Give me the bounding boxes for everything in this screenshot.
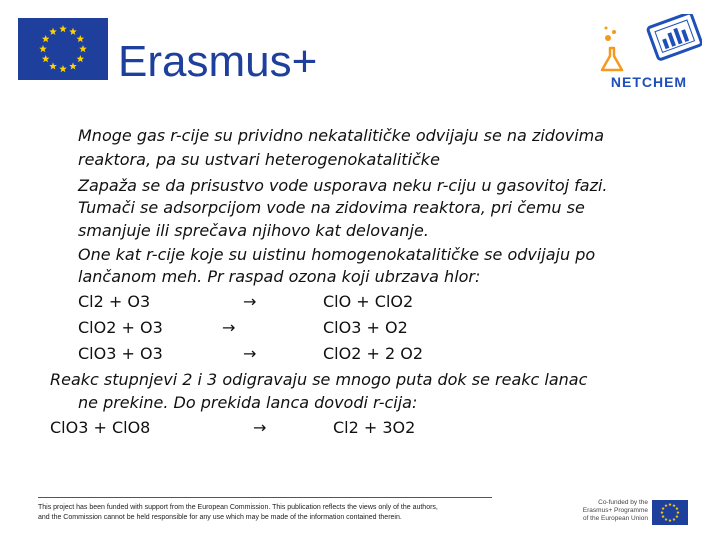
erasmus-plus-logo: Erasmus+ — [118, 37, 318, 86]
equation-right: Cl2 + 3O2 — [333, 418, 416, 437]
body-line: One kat r-cije koje su uistinu homogenokatalitičke se odvijaju po — [78, 245, 596, 264]
cofund-line: of the European Union — [582, 515, 648, 522]
eu-flag-small-icon — [652, 500, 688, 525]
disclaimer-line: and the Commission cannot be held responsible for any use which may be made of the information contained therein. — [38, 514, 402, 521]
eu-flag-icon — [18, 18, 108, 80]
equation-left: ClO3 + O3 — [78, 344, 163, 363]
equation-arrow: → — [243, 344, 257, 363]
equation-arrow: → — [253, 418, 267, 437]
body-line: Tumači se adsorpcijom vode na zidovima reaktora, pri čemu se — [78, 198, 585, 217]
equation-left: ClO3 + ClO8 — [50, 418, 151, 437]
equation-arrow: → — [243, 292, 257, 311]
body-line: Mnoge gas r-cije su prividno nekatalitičke odvijaju se na zidovima — [78, 126, 605, 145]
equation-right: ClO + ClO2 — [323, 292, 414, 311]
body-line: reaktora, pa su ustvari heterogenokatalitičke — [78, 150, 440, 169]
disclaimer-line: This project has been funded with support from the European Commission. This publication reflects the views only of the authors, — [38, 504, 438, 511]
cofund-line: Erasmus+ Programme — [582, 507, 648, 514]
body-line: Reakc stupnjevi 2 i 3 odigravaju se mnogo puta dok se reakc lanac — [50, 370, 588, 389]
equation-right: ClO3 + O2 — [323, 318, 408, 337]
cofunded-badge — [570, 498, 690, 530]
cofund-line: Co-funded by the — [598, 499, 648, 506]
equation-arrow: → — [222, 318, 236, 337]
netchem-logo-text: NETCHEM — [610, 74, 688, 90]
cofunded-text — [570, 499, 648, 523]
footer-divider — [38, 497, 492, 498]
body-line: lančanom meh. Pr raspad ozona koji ubrzava hlor: — [78, 267, 481, 286]
equation-right: ClO2 + 2 O2 — [323, 344, 424, 363]
equation-left: Cl2 + O3 — [78, 292, 151, 311]
body-line: smanjuje ili sprečava njihovo kat delovanje. — [78, 221, 429, 240]
equation-left: ClO2 + O3 — [78, 318, 163, 337]
body-line: ne prekine. Do prekida lanca dovodi r-cija: — [78, 393, 418, 412]
body-line: Zapaža se da prisustvo vode usporava neku r-ciju u gasovitoj fazi. — [78, 176, 608, 195]
footer-disclaimer — [38, 503, 558, 523]
